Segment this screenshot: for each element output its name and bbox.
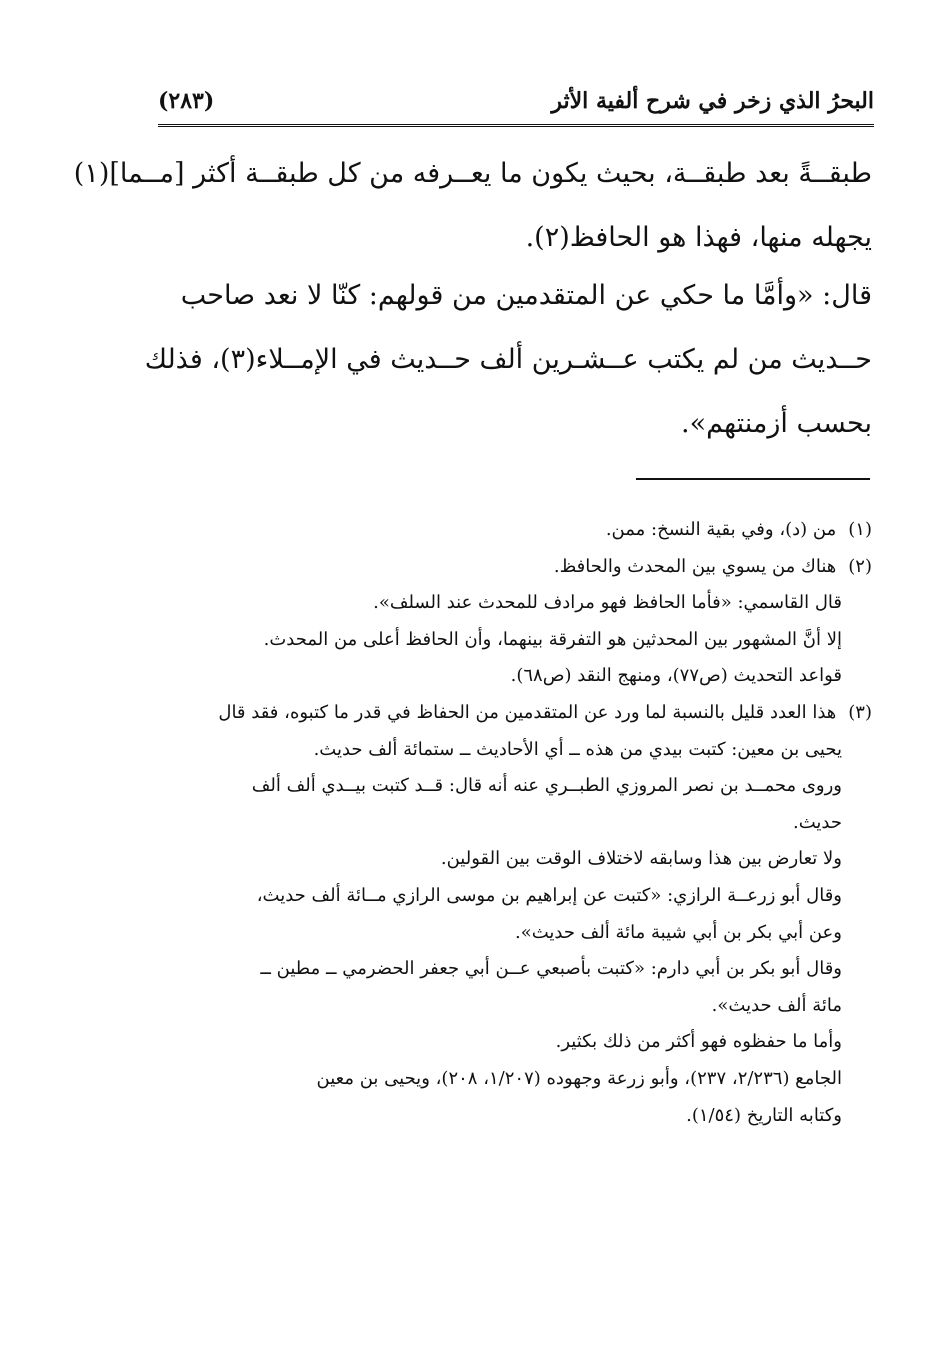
footnote-text: من (د)، وفي بقية النسخ: ممن.	[605, 519, 837, 540]
page-number: (٢٨٣)	[158, 88, 215, 114]
footnote-text: هناك من يسوي بين المحدث والحافظ.	[553, 555, 837, 577]
footnote-1	[160, 512, 872, 549]
footnote-3	[160, 695, 872, 732]
footnote-line: وأما ما حفظوه فهو أكثر من ذلك بكثير.	[555, 1031, 842, 1053]
header-rule	[158, 124, 874, 127]
main-line: يجهله منها، فهذا هو الحافظ(٢).	[525, 222, 872, 253]
footnote-line: وكتابه التاريخ (١/٥٤).	[686, 1104, 842, 1126]
main-line: طبقــةً بعد طبقــة، بحيث يكون ما يعــرفه من كل طبقــة أكثر [مــما](١)	[73, 158, 872, 189]
running-title: البحرُ الذي زخر في شرح ألفية الأثر	[551, 88, 874, 114]
main-line: بحسب أزمنتهم».	[681, 408, 872, 439]
main-line: حــديث من لم يكتب عــشـرين ألف حــديث في الإمــلاء(٣)، فذلك	[144, 344, 872, 375]
footnote-marker: (٢)	[848, 555, 872, 577]
main-paragraph-2	[144, 264, 872, 456]
footnote-line: وقال أبو بكر بن أبي دارم: «كتبت بأصبعي عــن أبي جعفر الحضرمي ــ مطين ــ	[260, 958, 842, 980]
footnote-line: وعن أبي بكر بن أبي شيبة مائة ألف حديث».	[514, 921, 842, 943]
footnote-line: يحيى بن معين: كتبت بيدي من هذه ــ أي الأحاديث ــ ستمائة ألف حديث.	[313, 738, 842, 760]
footnote-line: الجامع (٢/٢٣٦، ٢٣٧)، وأبو زرعة وجهوده (١/٢٠٧، ٢٠٨)، ويحيى بن معين	[316, 1067, 842, 1089]
footnote-2	[160, 549, 872, 586]
footnote-line: وقال أبو زرعــة الرازي: «كتبت عن إبراهيم بن موسى الرازي مــائة ألف حديث،	[256, 884, 842, 906]
footnote-separator	[636, 478, 870, 480]
footnote-marker: (٣)	[848, 701, 872, 723]
main-paragraph-1	[73, 142, 872, 270]
page-header	[158, 84, 874, 118]
footnotes	[160, 512, 872, 1134]
footnote-line: قواعد التحديث (ص٧٧)، ومنهج النقد (ص٦٨).	[510, 665, 842, 687]
footnote-line: حديث.	[793, 811, 842, 833]
footnote-marker: (١)	[848, 519, 872, 540]
footnote-line: قال القاسمي: «فأما الحافظ فهو مرادف للمحدث عند السلف».	[373, 592, 842, 614]
footnote-line: وروى محمــد بن نصر المروزي الطبــري عنه أنه قال: قــد كتبت بيــدي ألف ألف	[251, 775, 842, 797]
main-line: قال: «وأمَّا ما حكي عن المتقدمين من قولهم: كنّا لا نعد صاحب	[180, 280, 872, 311]
footnote-line: ولا تعارض بين هذا وسابقه لاختلاف الوقت بين القولين.	[440, 848, 842, 870]
footnote-line: إلا أنَّ المشهور بين المحدثين هو التفرقة بينهما، وأن الحافظ أعلى من المحدث.	[263, 628, 842, 650]
footnote-line: مائة ألف حديث».	[711, 994, 842, 1016]
footnote-text: هذا العدد قليل بالنسبة لما ورد عن المتقدمين من الحفاظ في قدر ما كتبوه، فقد قال	[218, 701, 837, 723]
